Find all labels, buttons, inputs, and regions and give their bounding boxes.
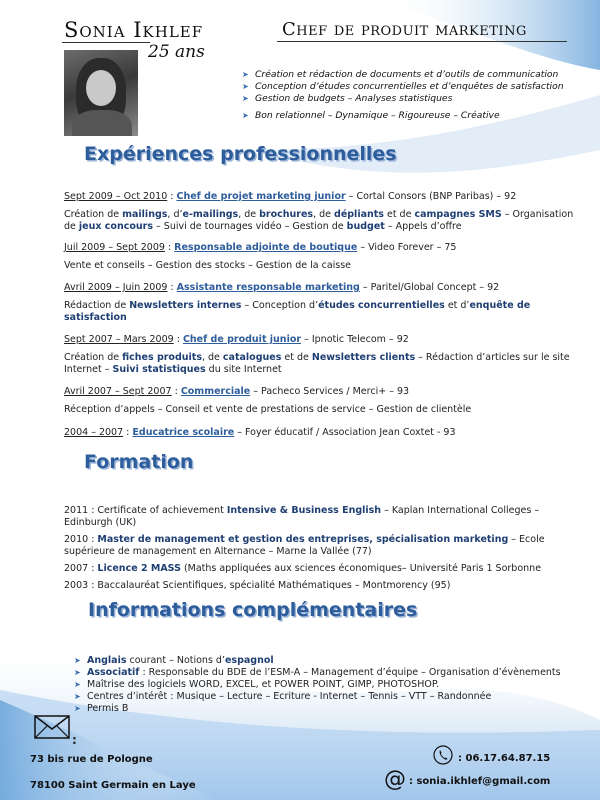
summary-list <box>242 69 592 122</box>
formation-entry: 2007 : Licence 2 MASS (Maths appliquées aux sciences économiques– Université Paris 1 Sorbonne <box>64 563 542 574</box>
arrow-bullet-icon: ➤ <box>242 70 249 79</box>
profile-photo <box>64 50 138 136</box>
experience-entry: Avril 2009 – Juin 2009 : Assistante responsable marketing – Paritel/Global Concept – 92 Rédaction de Newsletters internes – Conception d’études concurrentielles et d’enquête de satisfaction <box>64 282 531 323</box>
arrow-bullet-icon: ➤ <box>242 94 249 103</box>
summary-item: ➤ Création et rédaction de documents et d’outils de communication <box>242 69 559 80</box>
address-colon: : <box>72 733 77 747</box>
summary-item: ➤ Bon relationnel – Dynamique – Rigoureuse – Créative <box>242 110 500 121</box>
experience-entry: Avril 2007 – Sept 2007 : Commerciale – Pacheco Services / Merci+ – 93 Réception d’appels – Conseil et vente de prestations de service – Gestion de clientèle <box>64 386 472 415</box>
arrow-bullet-icon: ➤ <box>74 692 81 701</box>
experience-entry: Juil 2009 – Sept 2009 : Responsable adjointe de boutique – Video Forever – 75 Vente et conseils – Gestion des stocks – Gestion de la caisse <box>64 242 457 271</box>
formation-entry: 2003 : Baccalauréat Scientifiques, spécialité Mathématiques – Montmorency (95) <box>64 580 451 591</box>
candidate-age: 25 ans <box>148 42 205 62</box>
at-icon: @ <box>384 767 406 792</box>
phone-icon <box>433 745 453 765</box>
infos-item: ➤ Maîtrise des logiciels WORD, EXCEL, et POWER POINT, GIMP, PHOTOSHOP. <box>74 679 440 690</box>
email-address[interactable]: : sonia.ikhlef@gmail.com <box>409 776 551 787</box>
infos-item: ➤ Permis B <box>74 703 129 714</box>
section-title-experiences: Expériences professionnelles <box>84 143 397 165</box>
summary-item: ➤ Conception d’études concurrentielles et d’enquêtes de satisfaction <box>242 81 564 92</box>
infos-item: ➤ Anglais courant – Notions d’espagnol <box>74 655 274 666</box>
experience-entry: Sept 2007 – Mars 2009 : Chef de produit junior – Ipnotic Telecom – 92 Création de fiches produits, de catalogues et de Newsletters clients – Rédaction d’articles sur le site Internet – Suivi statistiques du site Internet <box>64 334 570 375</box>
address-line-1: 73 bis rue de Pologne <box>30 754 153 765</box>
infos-item: ➤ Centres d’intérêt : Musique – Lecture – Ecriture - Internet – Tennis – VTT – Randonnée <box>74 691 492 702</box>
arrow-bullet-icon: ➤ <box>74 656 81 665</box>
candidate-name: Sonia Ikhlef <box>64 18 204 42</box>
address-line-2: 78100 Saint Germain en Laye <box>30 780 196 791</box>
phone-number[interactable]: : 06.17.64.87.15 <box>458 753 551 764</box>
arrow-bullet-icon: ➤ <box>74 704 81 713</box>
section-title-formation: Formation <box>84 451 194 473</box>
arrow-bullet-icon: ➤ <box>242 111 249 120</box>
arrow-bullet-icon: ➤ <box>74 680 81 689</box>
job-title: Chef de produit marketing <box>282 19 527 40</box>
contact-footer <box>0 705 600 800</box>
experience-entry: Sept 2009 – Oct 2010 : Chef de projet marketing junior – Cortal Consors (BNP Paribas) – 92 Création de mailings, d’e-mailings, de brochures, de dépliants et de campagnes SMS – Organisation de jeux concours – Suivi de tournages vidéo – Gestion de budget – Appels d’offre <box>64 191 574 232</box>
arrow-bullet-icon: ➤ <box>242 82 249 91</box>
title-underline <box>277 41 567 42</box>
infos-item: ➤ Associatif : Responsable du BDE de l’ESM-A – Management d’équipe – Organisation d’évènements <box>74 667 561 678</box>
summary-item: ➤ Gestion de budgets – Analyses statistiques <box>242 93 453 104</box>
arrow-bullet-icon: ➤ <box>74 668 81 677</box>
envelope-icon <box>34 715 70 741</box>
name-underline <box>62 42 150 43</box>
formation-entry: 2010 : Master de management et gestion des entreprises, spécialisation marketing – Ecole supérieure de management en Alternance – Marne la Vallée (77) <box>64 534 545 557</box>
section-title-infos: Informations complémentaires <box>88 599 418 621</box>
experience-entry: 2004 – 2007 : Educatrice scolaire – Foyer éducatif / Association Jean Coxtet - 93 <box>64 427 456 438</box>
formation-entry: 2011 : Certificate of achievement Intensive & Business English – Kaplan International Colleges – Edinburgh (UK) <box>64 505 540 528</box>
